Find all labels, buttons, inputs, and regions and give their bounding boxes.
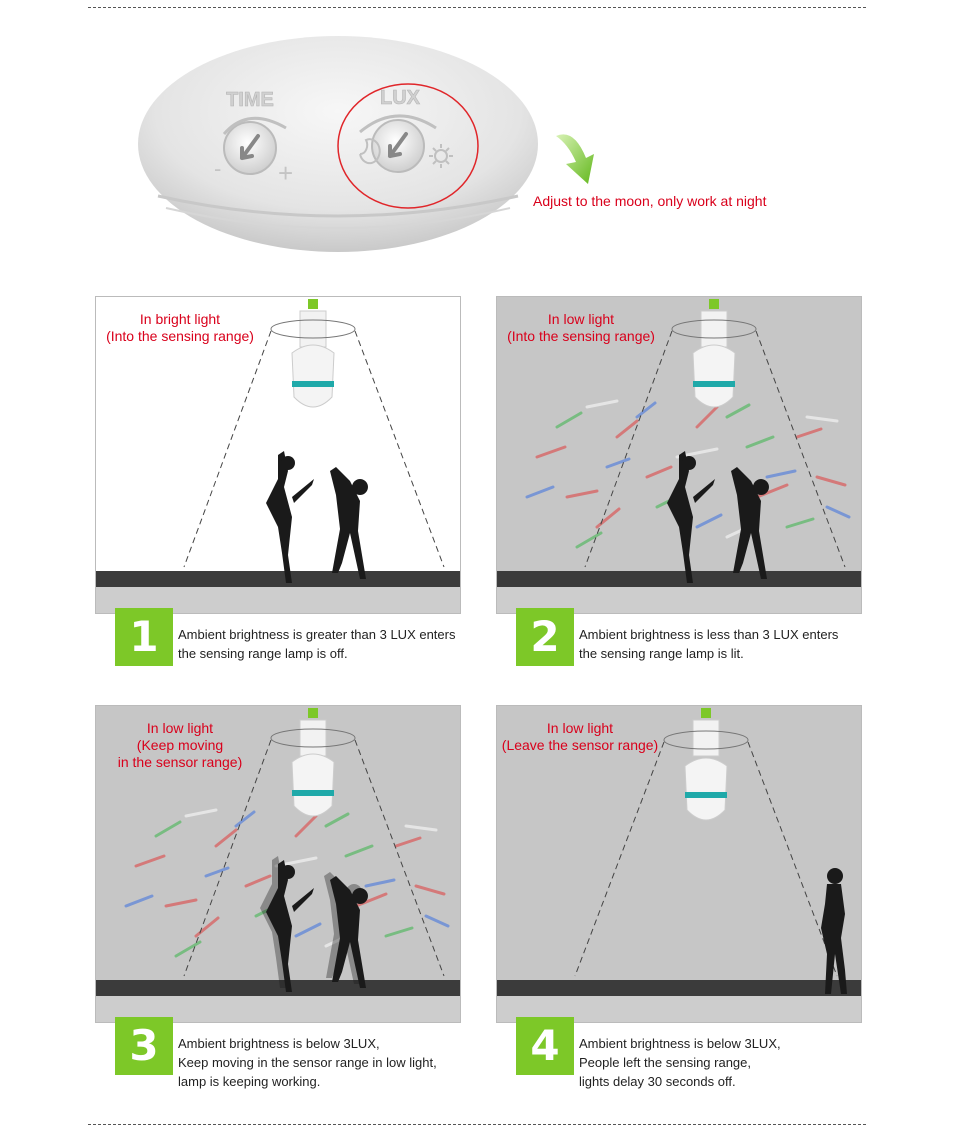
scene-panel-2: [496, 296, 862, 614]
scene-panel-4: [496, 705, 862, 1023]
step-number-2: 2: [516, 608, 574, 666]
step-number-3: 3: [115, 1017, 173, 1075]
step-number-1: 1: [115, 608, 173, 666]
step-description-2: Ambient brightness is less than 3 LUX enters the sensing range lamp is lit.: [579, 627, 839, 661]
panel-caption: In low light (Leave the sensor range): [501, 720, 659, 753]
panel-caption: In low light (Keep moving in the sensor range): [117, 720, 243, 770]
svg-text:+: +: [278, 158, 294, 188]
step-description-4: Ambient brightness is below 3LUX, People left the sensing range, lights delay 30 seconds off.: [579, 1036, 781, 1089]
lux-dial-label: LUX: [380, 87, 420, 109]
panel-caption: In bright light (Into the sensing range): [106, 311, 254, 344]
time-dial-label: TIME: [226, 89, 274, 111]
sensor-housing-image: [138, 36, 538, 254]
green-arrow-icon: [552, 128, 604, 186]
top-divider: [88, 7, 866, 8]
step-description-3: Ambient brightness is below 3LUX, Keep moving in the sensor range in low light, lamp is keeping working.: [178, 1036, 437, 1089]
panel-caption: In low light (Into the sensing range): [507, 311, 655, 344]
scene-panel-1: [95, 296, 461, 614]
bottom-divider: [88, 1124, 866, 1125]
scene-panel-3: [95, 705, 461, 1023]
adjust-note: Adjust to the moon, only work at night: [533, 193, 767, 209]
step-number-4: 4: [516, 1017, 574, 1075]
step-description-1: Ambient brightness is greater than 3 LUX enters the sensing range lamp is off.: [178, 627, 456, 661]
svg-text:-: -: [214, 156, 222, 181]
